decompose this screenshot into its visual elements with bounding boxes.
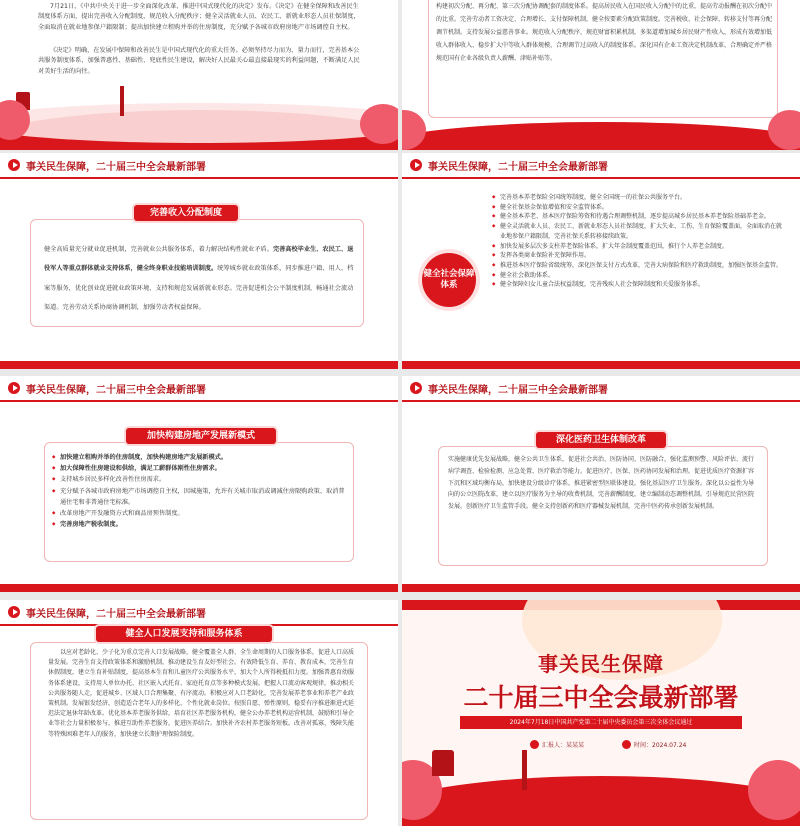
slide-healthcare[interactable]: [402, 376, 800, 592]
slide-header-title: 事关民生保障，二十届三中全会最新部署: [26, 608, 206, 620]
list-item: ◆ 加快发展多层次多支柱养老保险体系，扩大年金制度覆盖范围，推行个人养老金制度。: [492, 242, 784, 252]
bottom-band: [0, 584, 398, 592]
flower-decoration-right: [748, 760, 800, 820]
bottom-band: [402, 361, 800, 369]
intro-paragraph-2: 《决定》明确，在发展中保障和改善民生是中国式现代化的重大任务。必须坚持尽力而为、量力而行，完善基本公共服务制度体系，加强普惠性、基础性、兜底性民生建设，解决好人民最关心最直接最现实的利益问题，不断满足人民对美好生活的向往。: [38, 47, 360, 75]
social-security-list: [492, 193, 784, 290]
list-item: ◆ 充分赋予各城市政府房地产市场调控自主权，因城施策，允许有关城市取消或调减住房限购政策、取消普通住宅和非普通住宅标准。: [52, 486, 346, 508]
time-info: [622, 740, 686, 749]
slide-real-estate[interactable]: [0, 376, 398, 592]
section-pill: 健全人口发展支持和服务体系: [96, 626, 272, 642]
cover-subtitle-ribbon: 2024年7月18日中国共产党第二十届中央委员会第三次全体会议通过: [460, 716, 742, 729]
list-item: ◆ 健全社保基金保值增值和安全监管体系。: [492, 203, 784, 213]
employment-text-bold: 完善高校毕业生、农民工、退役军人等重点群体就业支持体系，健全终身职业技能培训制度。: [44, 246, 354, 273]
clock-icon: [622, 740, 631, 749]
red-wave-decoration: [402, 122, 800, 150]
header-divider: [402, 177, 800, 179]
bottom-band: [402, 584, 800, 592]
slide-social-security[interactable]: [402, 153, 800, 369]
employment-text-2: 统筹城乡就业政策体系，同步推进户籍、用人、档案等服务，优化创业促进就业政策环境，支持和规范发展新就业形态。完善促进机会公平制度机制，畅通社会流动渠道。完善劳动关系协商协调机制，加强劳动者权益保障。: [44, 265, 354, 312]
header-divider: [402, 400, 800, 402]
real-estate-list: [52, 452, 346, 530]
user-icon: [530, 740, 539, 749]
play-icon: [8, 382, 20, 394]
employment-text-1: 健全高质量充分就业促进机制，完善就业公共服务体系，着力解决结构性就业矛盾。: [44, 246, 273, 253]
slide-header-title: 事关民生保障，二十届三中全会最新部署: [26, 384, 206, 396]
slide-header-title: 事关民生保障，二十届三中全会最新部署: [428, 384, 608, 396]
tower-illustration: [522, 750, 527, 790]
list-item: ◆ 健全灵活就业人员、农民工、新就业形态人员社保制度，扩大失业、工伤、生育保险覆盖面，全面取消在就业地参保户籍限制，完善社保关系转移接续政策。: [492, 222, 784, 241]
slide-intro[interactable]: [0, 0, 398, 150]
slide-header: [0, 153, 398, 177]
employment-text: [44, 236, 356, 314]
list-item: ◆ 健全保障妇女儿童合法权益制度，完善残疾人社会保障制度和关爱服务体系。: [492, 280, 784, 290]
reporter-label: 汇报人：某某某: [542, 742, 585, 749]
slide-income-system[interactable]: [0, 153, 398, 369]
slide-header-title: 事关民生保障，二十届三中全会最新部署: [26, 161, 206, 173]
reporter-info: [530, 740, 584, 749]
flower-decoration-right: [360, 104, 398, 144]
red-wave-decoration: [402, 776, 800, 826]
population-text: 以应对老龄化、少子化为重点完善人口发展战略，健全覆盖全人群、全生命周期的人口服务体系，促进人口高质量发展。完善生育支持政策体系和激励机制，推动建设生育友好型社会。有效降低生育、养育、教育成本，完善生育休假制度，建立生育补贴制度，提高基本生育和儿童医疗公共服务水平，加大个人所得税抵扣力度。加强普惠育幼服务体系建设，支持用人单位办托、社区嵌入式托育、家庭托育点等多种模式发展。把握人口流动客观规律，推动相关公共服务随人走，促进城乡、区域人口合理集聚、有序流动。积极应对人口老龄化，完善发展养老事业和养老产业政策机制。发展银发经济，创造适合老年人的多样化、个性化就业岗位。按照自愿、弹性原则，稳妥有序推进渐进式延迟法定退休年龄改革。优化基本养老服务供给，培育社区养老服务机构，健全公办养老机构运营机制，鼓励和引导企业等社会力量积极参与，推进互助性养老服务，促进医养结合。加快补齐农村养老服务短板。改善对孤寡、残障失能等特殊困难老年人的服务，加快建立长期护理保险制度。: [48, 649, 355, 738]
slide-header: [402, 376, 800, 400]
list-item: ◆ 支持城乡居民多样化改善性住房需求。: [52, 474, 346, 485]
slide-header: [402, 153, 800, 177]
section-pill: 加快构建房地产发展新模式: [126, 428, 276, 444]
bottom-band: [0, 361, 398, 369]
play-icon: [410, 382, 422, 394]
slide-header-title: 事关民生保障，二十届三中全会最新部署: [428, 161, 608, 173]
slide-income-distribution-cont[interactable]: [402, 0, 800, 150]
healthcare-text: 实施健康优先发展战略，健全公共卫生体系，促进社会共治、医防协同、医防融合，强化监测预警、风险评估、流行病学调查、检验检测、应急处置、医疗救治等能力。促进医疗、医保、医药协同发展和治理。促进优质医疗资源扩容下沉和区域均衡布局，加快建设分级诊疗体系，推进紧密型医联体建设，强化基层医疗卫生服务。深化以公益性为导向的公立医院改革，建立以医疗服务为主导的收费机制，完善薪酬制度，建立编制动态调整机制。引导规范民营医院发展。创新医疗卫生监管手段。健全支持创新药和医疗器械发展机制，完善中医药传承创新发展机制。: [448, 456, 755, 511]
section-pill: 完善收入分配制度: [134, 205, 238, 221]
play-icon: [8, 159, 20, 171]
topic-circle: 健全社会保障体系: [422, 253, 476, 307]
list-item: ◆ 加大保障性住房建设和供给，满足工薪群体刚性住房需求。: [52, 463, 346, 474]
list-item: ◆ 健全社会救助体系。: [492, 271, 784, 281]
slide-header: [0, 376, 398, 400]
header-divider: [0, 400, 398, 402]
play-icon: [8, 606, 20, 618]
slide-cover[interactable]: [402, 600, 800, 826]
list-item: ◆ 推进基本医疗保险省级统筹，深化医保支付方式改革，完善大病保险和医疗救助制度，加强医保基金监管。: [492, 261, 784, 271]
list-item: ◆ 加快建立租购并举的住房制度，加快构建房地产发展新模式。: [52, 452, 346, 463]
list-item: ◆ 发挥各类商业保险补充保障作用。: [492, 251, 784, 261]
list-item: ◆ 改革房地产开发融资方式和商品房预售制度。: [52, 508, 346, 519]
list-item: ◆ 完善房地产税收制度。: [52, 519, 346, 530]
intro-paragraph-1: 7月21日，《中共中央关于进一步全面深化改革、推进中国式现代化的决定》发布。《决定》在健全保障和改善民生制度体系方面，提出完善收入分配制度，规范收入分配秩序；健全灵活就业人员、农民工、新就业形态人员社保制度，全面取消在就业地参保户籍限制；提出加快建立租购并举的住房制度，充分赋予各城市政府房地产市场调控自主权。: [38, 3, 360, 31]
cover-title-line1: 事关民生保障: [538, 652, 664, 676]
temple-illustration: [432, 750, 454, 776]
list-item: ◆ 完善基本养老保险全国统筹制度，健全全国统一的社保公共服务平台。: [492, 193, 784, 203]
time-label: 时间：2024.07.24: [634, 742, 687, 749]
slide-population[interactable]: [0, 600, 398, 826]
list-item: ◆ 健全基本养老、基本医疗保险筹资和待遇合理调整机制，逐步提高城乡居民基本养老保险基础养老金。: [492, 212, 784, 222]
cover-title-line2: 二十届三中全会最新部署: [463, 683, 739, 712]
tower-illustration: [120, 86, 124, 116]
section-pill: 深化医药卫生体制改革: [536, 432, 666, 448]
slide-header: [0, 600, 398, 624]
header-divider: [0, 177, 398, 179]
income-distribution-text: 构建初次分配、再分配、第三次分配协调配套的制度体系。提高居民收入在国民收入分配中的比重，提高劳动报酬在初次分配中的比重。完善劳动者工资决定、合理增长、支付保障机制，健全按要素分配政策制度。完善税收、社会保障、转移支付等再分配调节机制。支持发展公益慈善事业。规范收入分配秩序，规范财富积累机制，多渠道增加城乡居民财产性收入，形成有效增加低收入群体收入、稳步扩大中等收入群体规模、合理调节过高收入的制度体系。深化国有企业工资决定机制改革，合理确定并严格规范国有企业各级负责人薪酬、津贴补贴等。: [436, 3, 773, 62]
play-icon: [410, 159, 422, 171]
light-wave-decoration: [0, 103, 398, 143]
